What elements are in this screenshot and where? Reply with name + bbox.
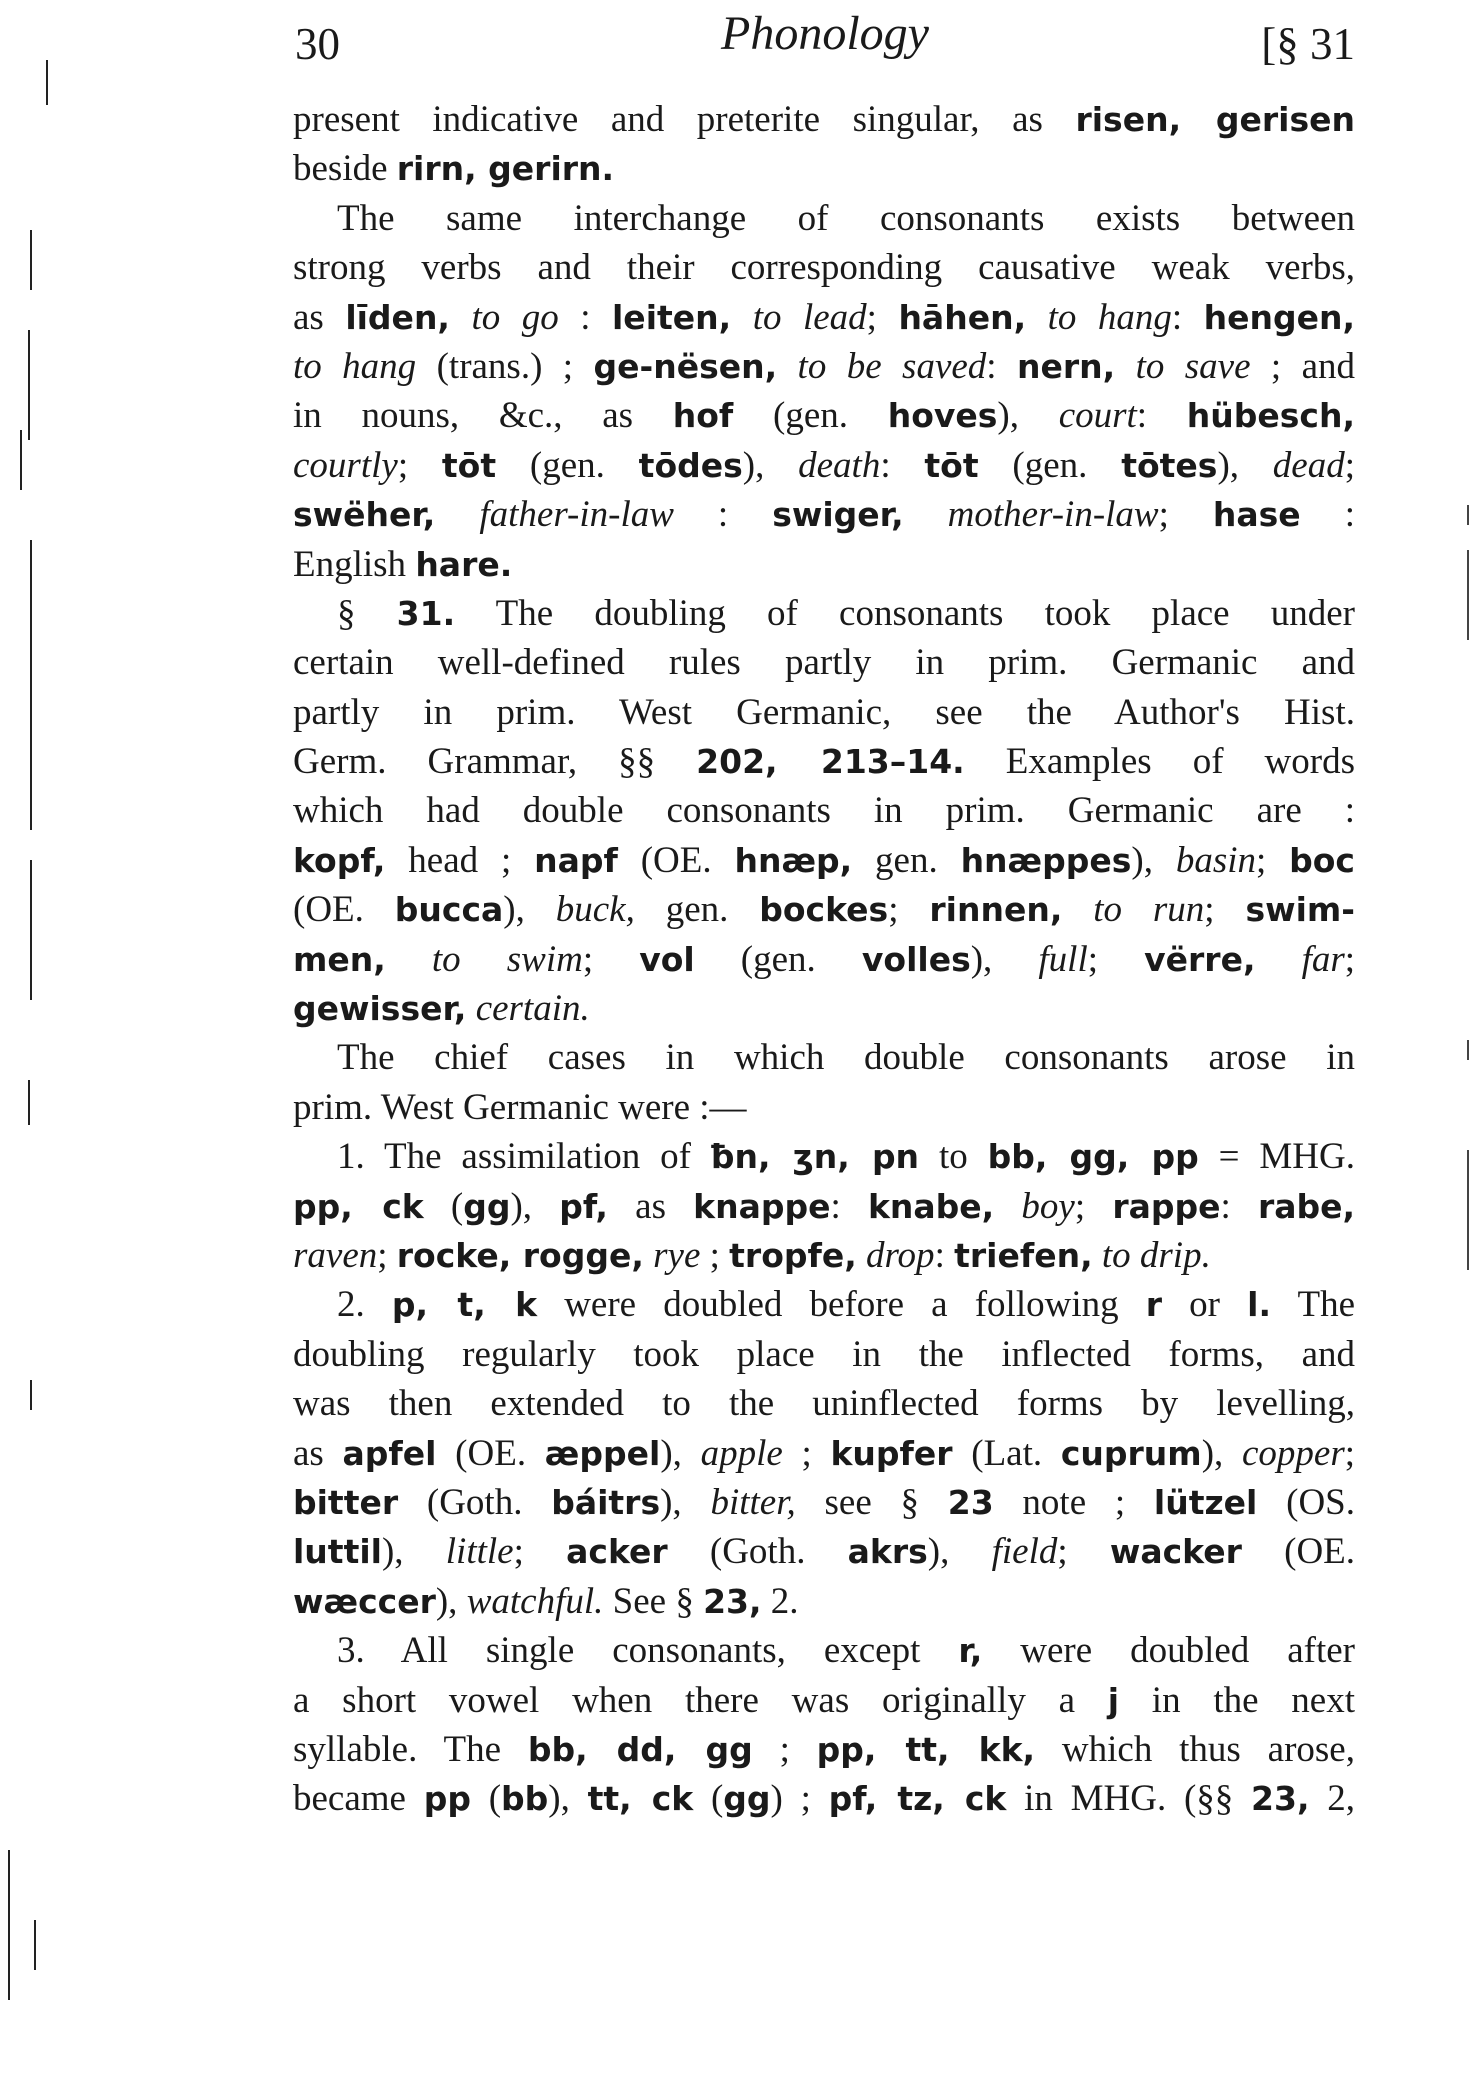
text-run: ), <box>1201 1432 1242 1474</box>
text-run: ; <box>700 1234 730 1276</box>
headword: swëher, <box>293 495 436 535</box>
scan-edge-marks <box>0 0 70 2082</box>
text-run: ; and <box>1250 345 1356 387</box>
text-line <box>293 95 1355 144</box>
headword: rocke, rogge, <box>396 1235 644 1275</box>
text-line <box>293 144 1355 193</box>
headword: bockes <box>759 890 889 930</box>
gloss: buck, <box>555 889 635 931</box>
headword: hengen, <box>1203 297 1356 337</box>
headword: triefen, <box>954 1235 1093 1275</box>
text-run: partly in prim. West Germanic, see the Author's Hist. <box>293 691 1355 733</box>
text-run: The <box>1271 1284 1355 1326</box>
page-number: 30 <box>295 19 340 69</box>
headword: bb, dd, gg <box>527 1729 753 1769</box>
headword: hof <box>672 396 734 436</box>
headword: vërre, <box>1144 939 1256 979</box>
text-run: ), <box>435 1580 467 1622</box>
running-header <box>295 6 1355 68</box>
gloss: to be saved <box>797 345 987 387</box>
text-run: : <box>673 494 773 536</box>
text-line <box>293 1231 1355 1280</box>
headword: æppel <box>544 1433 661 1473</box>
headword: ge-nësen, <box>593 346 778 386</box>
gloss: rye <box>653 1234 701 1276</box>
text-line <box>293 243 1355 292</box>
text-run: The doubling of consonants took place under <box>455 592 1356 634</box>
gloss: to lead <box>752 296 867 338</box>
scan-right-edge-marks <box>1455 0 1475 2082</box>
text-run: The chief cases in which double consonants arose in <box>337 1037 1355 1079</box>
text-run: certain well-defined rules partly in prim. Germanic and <box>293 642 1355 684</box>
text-run: ; <box>1344 444 1356 486</box>
text-run <box>435 494 479 535</box>
text-run: in the next <box>1119 1679 1355 1721</box>
text-run: 2. <box>337 1284 392 1326</box>
text-line <box>293 885 1355 934</box>
text-run: (gen. <box>733 395 888 437</box>
text-run: : <box>830 1185 868 1227</box>
text-line <box>293 1132 1355 1181</box>
text-run: ; <box>1087 938 1145 980</box>
text-run: ; <box>1256 839 1290 881</box>
headword: hoves <box>887 396 998 436</box>
text-line <box>293 1033 1355 1082</box>
text-line <box>293 1330 1355 1379</box>
headword: hnæp, <box>734 840 853 880</box>
headword: luttil <box>293 1532 382 1572</box>
headword: gg <box>463 1186 511 1226</box>
headword: wæccer <box>293 1581 436 1621</box>
headword: pf, <box>559 1186 608 1226</box>
text-run <box>386 939 432 980</box>
gloss: field <box>991 1531 1058 1573</box>
headword: tōt <box>924 445 979 485</box>
section-reference: [§ 31 <box>1261 19 1355 69</box>
gloss: apple <box>700 1432 783 1474</box>
gloss: to drip. <box>1101 1234 1211 1276</box>
headword: nern, <box>1016 346 1116 386</box>
gloss: court <box>1058 395 1137 437</box>
text-run: Examples of words <box>964 741 1355 783</box>
text-run <box>1093 1235 1102 1276</box>
headword: knappe <box>693 1186 831 1226</box>
headword: báitrs <box>551 1482 661 1522</box>
gloss: to hang <box>293 345 417 387</box>
headword: l. <box>1247 1285 1271 1325</box>
headword: pp, tt, kk, <box>816 1729 1036 1769</box>
headword: hnæppes <box>960 840 1132 880</box>
text-line <box>293 342 1355 391</box>
headword: bucca <box>394 890 504 930</box>
gloss: to save <box>1135 345 1251 387</box>
headword: gg <box>723 1779 771 1819</box>
text-run: ; <box>513 1531 567 1573</box>
text-line <box>293 984 1355 1033</box>
text-run: 3. All single consonants, except <box>337 1630 959 1672</box>
text-run: ), <box>742 444 799 486</box>
headword: 23, <box>703 1581 762 1621</box>
text-run: (OE. <box>1241 1531 1356 1573</box>
text-run: : <box>934 1234 955 1276</box>
text-run: English <box>293 543 416 585</box>
headword: līden, <box>345 297 450 337</box>
gloss: boy <box>1021 1185 1075 1227</box>
text-run: (Goth. <box>667 1531 848 1573</box>
headword: r <box>1145 1285 1163 1325</box>
text-run: See § <box>603 1580 704 1622</box>
headword: 23 <box>947 1482 994 1522</box>
text-run <box>466 988 475 1029</box>
text-run: ; <box>1074 1185 1113 1227</box>
text-run: were doubled before a following <box>537 1284 1146 1326</box>
headword: acker <box>566 1532 668 1572</box>
text-run: in nouns, &c., as <box>293 395 673 437</box>
text-run: ), <box>660 1432 701 1474</box>
text-run: in MHG. (§§ <box>1006 1778 1252 1820</box>
text-run: ), <box>503 889 556 931</box>
headword: knabe, <box>867 1186 995 1226</box>
text-line <box>293 391 1355 440</box>
headword: hare. <box>415 544 513 584</box>
gloss: to hang <box>1047 296 1172 338</box>
text-run: became <box>293 1778 424 1820</box>
text-run <box>857 1235 866 1276</box>
headword: pf, tz, ck <box>828 1779 1007 1819</box>
text-run: gen. <box>634 889 760 931</box>
text-run <box>1026 297 1048 338</box>
headword: gewisser, <box>293 989 467 1029</box>
text-run: ; <box>1204 889 1246 931</box>
text-run: to <box>919 1136 988 1178</box>
gloss: to run <box>1093 889 1205 931</box>
headword: rabe, <box>1257 1186 1356 1226</box>
text-run: ), <box>997 395 1059 437</box>
text-line <box>293 589 1355 638</box>
text-run: gen. <box>852 839 961 881</box>
headword: men, <box>293 939 386 979</box>
text-line <box>293 1379 1355 1428</box>
gloss: certain. <box>475 988 590 1030</box>
text-run: (OS. <box>1257 1481 1355 1523</box>
headword: apfel <box>342 1433 437 1473</box>
text-run: ), <box>1131 839 1176 881</box>
text-run: ; <box>377 1234 397 1276</box>
headword: r, <box>958 1631 983 1671</box>
headword: 31. <box>396 593 456 633</box>
text-run: = MHG. <box>1198 1136 1355 1178</box>
text-run: ; <box>1344 938 1356 980</box>
text-run <box>731 297 753 338</box>
text-run: : <box>558 296 612 338</box>
text-line <box>293 194 1355 243</box>
text-run: syllable. The <box>293 1728 528 1770</box>
text-run: was then extended to the uninflected forms by levelling, <box>293 1383 1355 1425</box>
gloss: raven <box>293 1234 378 1276</box>
text-run: ), <box>660 1481 711 1523</box>
gloss: bitter, <box>710 1481 796 1523</box>
headword: ƀn, ʒn, pn <box>710 1137 920 1177</box>
headword: pp, ck <box>293 1186 424 1226</box>
headword: pp <box>423 1779 471 1819</box>
text-run: ; <box>1158 494 1213 536</box>
text-run: 1. The assimilation of <box>337 1136 711 1178</box>
text-line <box>293 540 1355 589</box>
running-title: Phonology <box>721 7 929 60</box>
text-run: prim. West Germanic were :— <box>293 1086 747 1128</box>
text-line <box>293 638 1355 687</box>
gloss: little <box>445 1531 514 1573</box>
headword: hāhen, <box>898 297 1027 337</box>
gloss: basin <box>1175 839 1257 881</box>
text-run: : <box>880 444 925 486</box>
text-run: (OE. <box>436 1432 545 1474</box>
text-run: ( <box>470 1778 502 1820</box>
headword: cuprum <box>1060 1433 1202 1473</box>
text-run: : <box>1300 494 1355 536</box>
text-run: : <box>986 345 1017 387</box>
text-run: (gen. <box>496 444 639 486</box>
text-run <box>904 494 948 535</box>
gloss: father-in-law <box>479 494 674 536</box>
text-run: doubling regularly took place in the inflected forms, and <box>293 1333 1355 1375</box>
text-run: ; <box>1057 1531 1110 1573</box>
headword: rirn, gerirn. <box>396 149 615 189</box>
text-run: § <box>337 592 397 634</box>
text-run: (trans.) ; <box>416 345 594 387</box>
text-run: which had double consonants in prim. Germanic are : <box>293 790 1355 832</box>
text-run: ; <box>888 889 930 931</box>
text-line <box>293 786 1355 835</box>
text-run: (OE. <box>293 889 395 931</box>
text-run: ), <box>927 1531 992 1573</box>
text-line <box>293 1577 1355 1626</box>
headword: j <box>1107 1680 1120 1720</box>
headword: hübesch, <box>1186 396 1356 436</box>
text-line <box>293 935 1355 984</box>
page-body <box>293 95 1355 1824</box>
text-run: strong verbs and their corresponding causative weak verbs, <box>293 247 1355 289</box>
headword: leiten, <box>612 297 732 337</box>
headword: vol <box>639 939 695 979</box>
text-line <box>293 1182 1355 1231</box>
text-run: note ; <box>993 1481 1154 1523</box>
text-line <box>293 1626 1355 1675</box>
gloss: drop <box>866 1234 935 1276</box>
text-run: Germ. Grammar, §§ <box>293 741 697 783</box>
gloss: copper <box>1241 1432 1345 1474</box>
text-line <box>293 1280 1355 1329</box>
text-run: ), <box>510 1185 560 1227</box>
text-run: ; <box>397 444 442 486</box>
text-run: ( <box>693 1778 724 1820</box>
gloss: courtly <box>293 444 398 486</box>
text-run: ), <box>1217 444 1273 486</box>
text-run: (Goth. <box>398 1481 552 1523</box>
text-line <box>293 1429 1355 1478</box>
text-line <box>293 441 1355 490</box>
gloss: death <box>798 444 881 486</box>
headword: tropfe, <box>729 1235 857 1275</box>
headword: rinnen, <box>929 890 1063 930</box>
headword: akrs <box>847 1532 928 1572</box>
text-run: (Lat. <box>952 1432 1061 1474</box>
text-run: as <box>293 296 346 338</box>
text-run: ; <box>752 1728 817 1770</box>
text-run: ), <box>381 1531 446 1573</box>
text-run: ), <box>970 938 1039 980</box>
text-run: ; <box>782 1432 831 1474</box>
headword: volles <box>861 939 971 979</box>
text-run: a short vowel when there was originally a <box>293 1679 1108 1721</box>
text-run <box>994 1186 1021 1227</box>
text-line <box>293 1774 1355 1823</box>
text-run: The same interchange of consonants exists between <box>337 197 1355 239</box>
text-run: ; <box>582 938 640 980</box>
text-line <box>293 1083 1355 1132</box>
headword: risen, gerisen <box>1075 100 1355 139</box>
headword: hase <box>1212 495 1301 535</box>
headword: wacker <box>1109 1532 1242 1572</box>
text-run: (gen. <box>694 938 862 980</box>
gloss: mother-in-law <box>947 494 1159 536</box>
text-run <box>1255 939 1301 980</box>
text-run: head ; <box>385 839 535 881</box>
text-line <box>293 1676 1355 1725</box>
text-run: as <box>293 1432 343 1474</box>
headword: kopf, <box>293 840 386 880</box>
text-run: ( <box>423 1185 464 1227</box>
text-run: see § <box>795 1481 948 1523</box>
text-line <box>293 737 1355 786</box>
headword: bb, gg, pp <box>987 1137 1199 1177</box>
gloss: to go <box>471 296 559 338</box>
headword: boc <box>1289 840 1355 880</box>
text-run: : <box>1220 1185 1258 1227</box>
text-run <box>1062 889 1093 930</box>
text-run <box>777 346 797 387</box>
headword: 202, 213–14. <box>696 742 965 782</box>
headword: napf <box>534 840 618 880</box>
headword: tōtes <box>1121 445 1218 485</box>
text-run: present indicative and preterite singular, as <box>293 99 1076 140</box>
text-run: 2, <box>1309 1778 1355 1820</box>
gloss: dead <box>1272 444 1345 486</box>
headword: lützel <box>1153 1482 1258 1522</box>
gloss: far <box>1301 938 1345 980</box>
headword: 23, <box>1251 1779 1310 1819</box>
text-run <box>450 297 472 338</box>
gloss: to swim <box>431 938 583 980</box>
text-line <box>293 688 1355 737</box>
text-run: : <box>1136 395 1187 437</box>
headword: kupfer <box>830 1433 953 1473</box>
headword: tōdes <box>638 445 743 485</box>
headword: swim- <box>1245 890 1355 930</box>
text-line <box>293 1725 1355 1774</box>
headword: p, t, k <box>391 1285 538 1325</box>
text-run: which thus arose, <box>1035 1728 1355 1770</box>
text-line <box>293 836 1355 885</box>
text-line <box>293 1478 1355 1527</box>
text-run: ) ; <box>770 1778 829 1820</box>
headword: rappe <box>1112 1186 1221 1226</box>
text-line <box>293 1527 1355 1576</box>
gloss: full <box>1038 938 1088 980</box>
text-run: as <box>607 1185 694 1227</box>
text-run: beside <box>293 148 397 190</box>
gloss: watchful. <box>466 1580 604 1622</box>
text-run: 2. <box>761 1580 799 1622</box>
text-line <box>293 293 1355 342</box>
headword: bb <box>501 1779 549 1819</box>
text-run: (gen. <box>978 444 1122 486</box>
text-run: ; <box>1344 1432 1355 1474</box>
text-run: ), <box>548 1778 588 1820</box>
headword: bitter <box>293 1482 399 1522</box>
headword: swiger, <box>772 495 904 535</box>
text-run: ; <box>866 296 899 338</box>
headword: tt, ck <box>587 1779 694 1819</box>
text-run: (OE. <box>617 839 735 881</box>
text-run: were doubled after <box>982 1630 1355 1672</box>
text-run <box>644 1235 653 1276</box>
text-run: : <box>1171 296 1204 338</box>
text-line <box>293 490 1355 539</box>
text-run <box>1115 346 1135 387</box>
text-run: or <box>1162 1284 1248 1326</box>
headword: tōt <box>441 445 497 485</box>
